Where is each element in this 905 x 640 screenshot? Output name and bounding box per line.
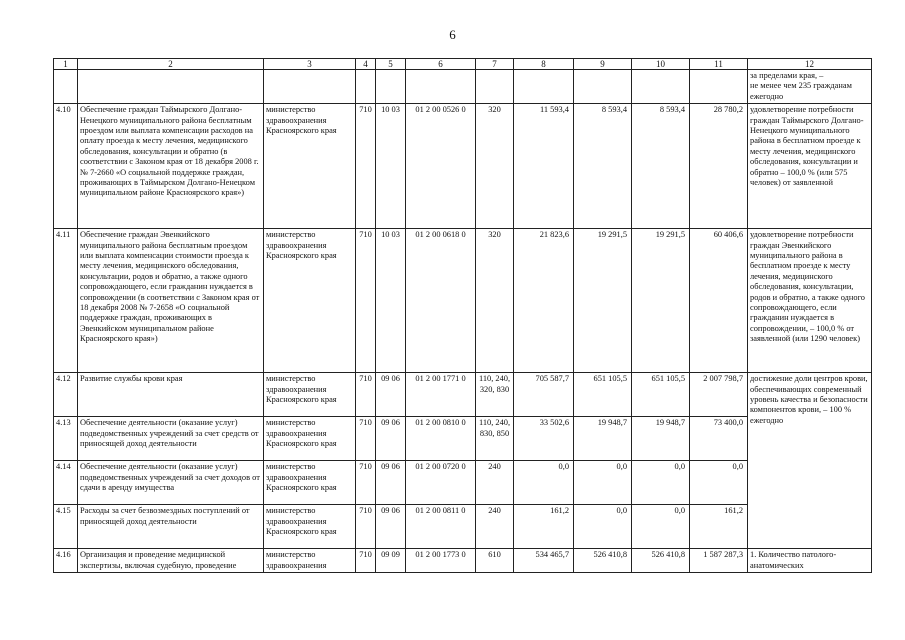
header-cell: 8: [514, 59, 574, 70]
row-ministry: министерство здравоохранения Красноярского края: [264, 229, 356, 373]
row-ministry: министерство здравоохранения Красноярского края: [264, 505, 356, 549]
row-total: 73 400,0: [690, 417, 748, 461]
row-year1: 0,0: [514, 461, 574, 505]
row-csr: 01 2 00 1771 0: [406, 373, 476, 417]
row-result: удовлетворение потребности граждан Эвенкийского муниципального района в бесплатном проезде к месту лечения, медицинского обследования, консультации, родов и обратно, а также одного сопровождающего, если гражданин нуждается в сопровождении, – 100,0 % от заявленной (или 1290 человек): [748, 229, 872, 373]
row-description: Организация и проведение медицинской экспертизы, включая судебную, проведение: [78, 549, 264, 573]
row-rzpr: 10 03: [376, 104, 406, 229]
header-cell: 3: [264, 59, 356, 70]
row-year3: 8 593,4: [632, 104, 690, 229]
header-cell: 12: [748, 59, 872, 70]
table-row: [54, 373, 872, 417]
row-csr: 01 2 00 1773 0: [406, 549, 476, 573]
row-rzpr: 09 06: [376, 417, 406, 461]
row-year2: 0,0: [574, 461, 632, 505]
row-rzpr: 09 09: [376, 549, 406, 573]
row-year2: 651 105,5: [574, 373, 632, 417]
row-vr: 110, 240, 320, 830: [476, 373, 514, 417]
row-grbs: 710: [356, 505, 376, 549]
row-ministry: министерство здравоохранения Красноярского края: [264, 104, 356, 229]
row-vr: 320: [476, 104, 514, 229]
row-csr: 01 2 00 0810 0: [406, 417, 476, 461]
row-year1: 161,2: [514, 505, 574, 549]
table-row: [54, 229, 872, 373]
row-year1: 21 823,6: [514, 229, 574, 373]
row-grbs: 710: [356, 373, 376, 417]
row-ministry: министерство здравоохранения Красноярского края: [264, 417, 356, 461]
program-activities-table: [53, 58, 872, 573]
row-vr: 320: [476, 229, 514, 373]
row-rzpr: 09 06: [376, 373, 406, 417]
row-grbs: 710: [356, 461, 376, 505]
row-description: Обеспечение граждан Таймырского Долгано-Ненецкого муниципального района бесплатным проездом или выплата компенсации расходов на оплату проезда к месту лечения, медицинского обследования, консультации и обратно (в соответствии с Законом края от 18 декабря 2008 г. № 7-2660 «О социальной поддержке граждан, проживающих в Таймырском Долгано-Ненецком муниципальном районе Красноярского края»): [78, 104, 264, 229]
row-year1: 33 502,6: [514, 417, 574, 461]
row-total: 0,0: [690, 461, 748, 505]
row-total: 161,2: [690, 505, 748, 549]
row-result: удовлетворение потребности граждан Таймырского Долгано-Ненецкого муниципального района в бесплатном проезде к месту лечения, медицинского обследования, консультации и обратно – 100,0 % (или 575 человек) от заявленной: [748, 104, 872, 229]
row-ministry: министерство здравоохранения Красноярского края: [264, 461, 356, 505]
continuation-result-cell: за пределами края, – не менее чем 235 гражданам ежегодно: [748, 70, 872, 104]
row-description: Обеспечение граждан Эвенкийского муниципального района бесплатным проездом или выплата компенсации стоимости проезда к месту лечения, медицинского обследования, консультации, родов и обратно, а также одного сопровождающего, если гражданин нуждается в сопровождении (в соответствии с Законом края от 18 декабря 2008 № 7-2658 «О социальной поддержке граждан, проживающих в Эвенкийском муниципальном районе Красноярского края»): [78, 229, 264, 373]
row-csr: 01 2 00 0618 0: [406, 229, 476, 373]
row-year2: 19 291,5: [574, 229, 632, 373]
table-row: [54, 549, 872, 573]
row-number: 4.11: [54, 229, 78, 373]
header-cell: 1: [54, 59, 78, 70]
header-cell: 2: [78, 59, 264, 70]
row-grbs: 710: [356, 104, 376, 229]
row-description: Расходы за счет безвозмездных поступлений от приносящей доход деятельности: [78, 505, 264, 549]
row-ministry: министерство здравоохранения: [264, 549, 356, 573]
row-rzpr: 09 06: [376, 505, 406, 549]
row-description: Развитие службы крови края: [78, 373, 264, 417]
header-cell: 11: [690, 59, 748, 70]
row-year3: 19 291,5: [632, 229, 690, 373]
row-year2: 19 948,7: [574, 417, 632, 461]
row-number: 4.12: [54, 373, 78, 417]
row-total: 1 587 287,3: [690, 549, 748, 573]
row-csr: 01 2 00 0811 0: [406, 505, 476, 549]
row-year1: 534 465,7: [514, 549, 574, 573]
continuation-row: [54, 70, 872, 104]
row-grbs: 710: [356, 549, 376, 573]
row-result: достижение доли центров крови, обеспечивающих современный уровень качества и безопасности компонентов крови, – 100 % ежегодно: [748, 373, 872, 549]
row-number: 4.14: [54, 461, 78, 505]
page-number: 6: [449, 27, 456, 42]
header-row: [54, 59, 872, 70]
row-year1: 705 587,7: [514, 373, 574, 417]
row-number: 4.15: [54, 505, 78, 549]
row-year3: 526 410,8: [632, 549, 690, 573]
row-year1: 11 593,4: [514, 104, 574, 229]
row-vr: 110, 240, 830, 850: [476, 417, 514, 461]
row-vr: 610: [476, 549, 514, 573]
row-total: 60 406,6: [690, 229, 748, 373]
row-year2: 0,0: [574, 505, 632, 549]
row-year3: 0,0: [632, 461, 690, 505]
row-vr: 240: [476, 505, 514, 549]
table-row: [54, 104, 872, 229]
row-grbs: 710: [356, 229, 376, 373]
row-year2: 8 593,4: [574, 104, 632, 229]
row-grbs: 710: [356, 417, 376, 461]
row-description: Обеспечение деятельности (оказание услуг) подведомственных учреждений за счет средств от приносящей доход деятельности: [78, 417, 264, 461]
header-cell: 7: [476, 59, 514, 70]
row-total: 28 780,2: [690, 104, 748, 229]
row-vr: 240: [476, 461, 514, 505]
row-year2: 526 410,8: [574, 549, 632, 573]
row-rzpr: 10 03: [376, 229, 406, 373]
row-csr: 01 2 00 0526 0: [406, 104, 476, 229]
row-number: 4.10: [54, 104, 78, 229]
header-cell: 10: [632, 59, 690, 70]
row-ministry: министерство здравоохранения Красноярского края: [264, 373, 356, 417]
row-csr: 01 2 00 0720 0: [406, 461, 476, 505]
row-number: 4.13: [54, 417, 78, 461]
header-cell: 4: [356, 59, 376, 70]
row-total: 2 007 798,7: [690, 373, 748, 417]
row-year3: 0,0: [632, 505, 690, 549]
row-result: 1. Количество патолого-анатомических: [748, 549, 872, 573]
header-cell: 6: [406, 59, 476, 70]
row-year3: 651 105,5: [632, 373, 690, 417]
row-year3: 19 948,7: [632, 417, 690, 461]
row-description: Обеспечение деятельности (оказание услуг) подведомственных учреждений за счет доходов от сдачи в аренду имущества: [78, 461, 264, 505]
header-cell: 5: [376, 59, 406, 70]
row-rzpr: 09 06: [376, 461, 406, 505]
row-number: 4.16: [54, 549, 78, 573]
header-cell: 9: [574, 59, 632, 70]
